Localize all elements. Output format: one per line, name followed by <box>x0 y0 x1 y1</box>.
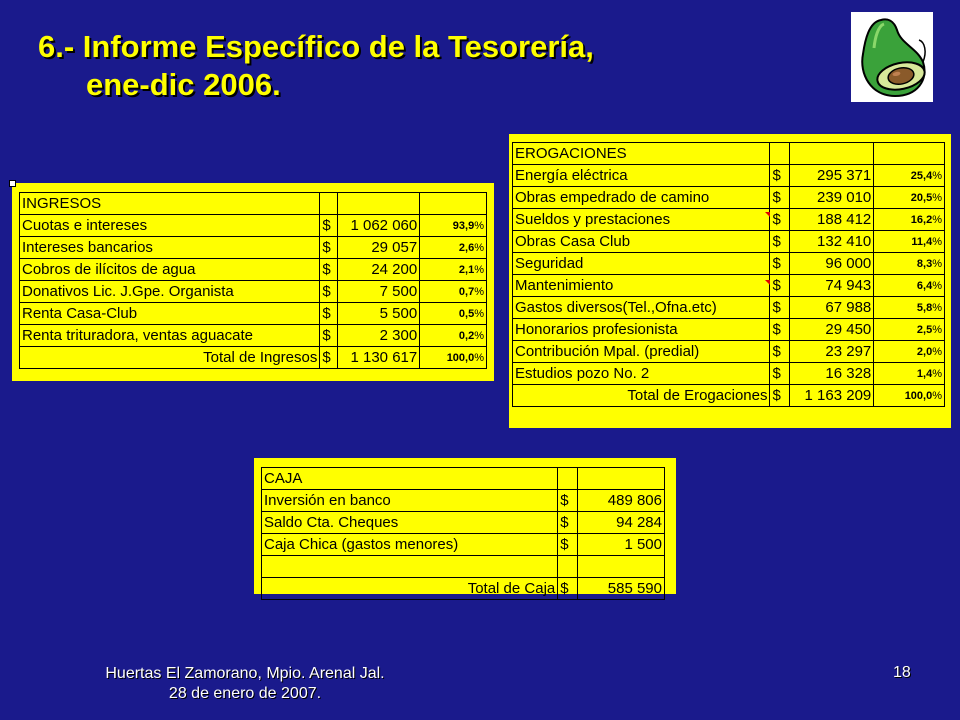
row-amount: 7 500 <box>338 281 420 303</box>
currency-symbol: $ <box>320 303 338 325</box>
table-row <box>262 512 665 534</box>
currency-symbol: $ <box>558 490 578 512</box>
erogaciones-rows <box>513 165 945 385</box>
table-header-row <box>20 193 487 215</box>
row-percent: 8,3% <box>874 253 945 275</box>
title-line-1: 6.- Informe Específico de la Tesorería, <box>38 29 594 64</box>
ingresos-header: INGRESOS <box>20 193 320 215</box>
caja-header: CAJA <box>262 468 558 490</box>
erogaciones-table <box>512 142 945 407</box>
row-label: Renta trituradora, ventas aguacate <box>20 325 320 347</box>
row-amount: 2 300 <box>338 325 420 347</box>
currency-symbol: $ <box>770 297 790 319</box>
total-percent: 100,0% <box>420 347 487 369</box>
row-label: Contribución Mpal. (predial) <box>513 341 770 363</box>
footer <box>55 664 435 704</box>
total-label: Total de Erogaciones <box>513 385 770 407</box>
currency-symbol: $ <box>558 578 578 600</box>
table-total-row <box>20 347 487 369</box>
total-percent: 100,0% <box>874 385 945 407</box>
row-label: Estudios pozo No. 2 <box>513 363 770 385</box>
row-label: Gastos diversos(Tel.,Ofna.etc) <box>513 297 770 319</box>
currency-symbol: $ <box>770 253 790 275</box>
title-line-2: ene-dic 2006. <box>86 67 281 102</box>
row-amount: 1 062 060 <box>338 215 420 237</box>
row-percent: 2,0% <box>874 341 945 363</box>
table-row <box>513 165 945 187</box>
total-amount: 1 163 209 <box>790 385 874 407</box>
currency-symbol: $ <box>320 281 338 303</box>
table-row <box>20 237 487 259</box>
avocado-icon <box>851 12 933 102</box>
erogaciones-header: EROGACIONES <box>513 143 770 165</box>
row-percent: 5,8% <box>874 297 945 319</box>
row-percent: 25,4% <box>874 165 945 187</box>
table-row <box>513 363 945 385</box>
row-label: Sueldos y prestaciones <box>513 209 770 231</box>
row-amount: 16 328 <box>790 363 874 385</box>
comment-marker <box>765 212 770 217</box>
table-row <box>262 534 665 556</box>
currency-symbol: $ <box>320 347 338 369</box>
currency-symbol: $ <box>320 259 338 281</box>
row-amount: 188 412 <box>790 209 874 231</box>
table-total-row <box>513 385 945 407</box>
total-amount: 585 590 <box>578 578 665 600</box>
row-amount: 5 500 <box>338 303 420 325</box>
currency-symbol: $ <box>320 237 338 259</box>
total-label: Total de Caja <box>262 578 558 600</box>
row-amount: 23 297 <box>790 341 874 363</box>
row-amount: 489 806 <box>578 490 665 512</box>
row-label: Obras empedrado de camino <box>513 187 770 209</box>
row-label: Caja Chica (gastos menores) <box>262 534 558 556</box>
currency-symbol: $ <box>770 385 790 407</box>
slide-title <box>38 28 594 104</box>
table-row <box>513 319 945 341</box>
row-amount: 132 410 <box>790 231 874 253</box>
table-row <box>513 187 945 209</box>
row-percent: 2,6% <box>420 237 487 259</box>
ingresos-rows <box>20 215 487 347</box>
caja-table <box>261 467 665 600</box>
table-row <box>262 490 665 512</box>
table-row <box>20 303 487 325</box>
row-label: Cobros de ilícitos de agua <box>20 259 320 281</box>
row-percent: 6,4% <box>874 275 945 297</box>
caja-rows <box>262 490 665 578</box>
footer-line-2: 28 de enero de 2007. <box>168 685 322 702</box>
row-amount: 94 284 <box>578 512 665 534</box>
row-label: Saldo Cta. Cheques <box>262 512 558 534</box>
currency-symbol: $ <box>770 275 790 297</box>
comment-marker <box>765 280 770 285</box>
table-row <box>513 231 945 253</box>
currency-symbol: $ <box>770 187 790 209</box>
currency-symbol: $ <box>558 534 578 556</box>
table-header-row <box>513 143 945 165</box>
row-amount: 295 371 <box>790 165 874 187</box>
row-percent: 16,2% <box>874 209 945 231</box>
table-row <box>513 341 945 363</box>
row-percent: 2,5% <box>874 319 945 341</box>
row-label: Cuotas e intereses <box>20 215 320 237</box>
row-percent: 93,9% <box>420 215 487 237</box>
row-label: Obras Casa Club <box>513 231 770 253</box>
table-row <box>513 209 945 231</box>
row-label: Renta Casa-Club <box>20 303 320 325</box>
row-percent: 20,5% <box>874 187 945 209</box>
table-header-row <box>262 468 665 490</box>
row-amount: 74 943 <box>790 275 874 297</box>
table-row <box>513 297 945 319</box>
currency-symbol: $ <box>320 215 338 237</box>
table-row <box>20 281 487 303</box>
row-amount: 1 500 <box>578 534 665 556</box>
row-amount: 24 200 <box>338 259 420 281</box>
row-label: Donativos Lic. J.Gpe. Organista <box>20 281 320 303</box>
row-percent: 11,4% <box>874 231 945 253</box>
empty-row <box>262 556 665 578</box>
total-label: Total de Ingresos <box>20 347 320 369</box>
row-label: Honorarios profesionista <box>513 319 770 341</box>
currency-symbol: $ <box>770 363 790 385</box>
page-number: 18 <box>893 664 911 681</box>
row-percent: 0,2% <box>420 325 487 347</box>
table-row <box>513 253 945 275</box>
row-percent: 2,1% <box>420 259 487 281</box>
row-label: Mantenimiento <box>513 275 770 297</box>
row-amount: 67 988 <box>790 297 874 319</box>
footer-line-1: Huertas El Zamorano, Mpio. Arenal Jal. <box>105 665 385 682</box>
row-amount: 96 000 <box>790 253 874 275</box>
currency-symbol: $ <box>320 325 338 347</box>
row-amount: 29 057 <box>338 237 420 259</box>
row-percent: 0,5% <box>420 303 487 325</box>
currency-symbol: $ <box>770 319 790 341</box>
table-row <box>20 215 487 237</box>
selection-handle <box>9 180 16 187</box>
currency-symbol: $ <box>558 512 578 534</box>
row-percent: 1,4% <box>874 363 945 385</box>
row-label: Energía eléctrica <box>513 165 770 187</box>
row-label: Intereses bancarios <box>20 237 320 259</box>
avocado-logo <box>851 12 933 102</box>
total-amount: 1 130 617 <box>338 347 420 369</box>
table-row <box>513 275 945 297</box>
ingresos-table <box>19 192 487 369</box>
currency-symbol: $ <box>770 209 790 231</box>
table-total-row <box>262 578 665 600</box>
currency-symbol: $ <box>770 231 790 253</box>
row-amount: 239 010 <box>790 187 874 209</box>
currency-symbol: $ <box>770 165 790 187</box>
currency-symbol: $ <box>770 341 790 363</box>
table-row <box>20 259 487 281</box>
row-amount: 29 450 <box>790 319 874 341</box>
row-percent: 0,7% <box>420 281 487 303</box>
row-label: Seguridad <box>513 253 770 275</box>
table-row <box>20 325 487 347</box>
row-label: Inversión en banco <box>262 490 558 512</box>
